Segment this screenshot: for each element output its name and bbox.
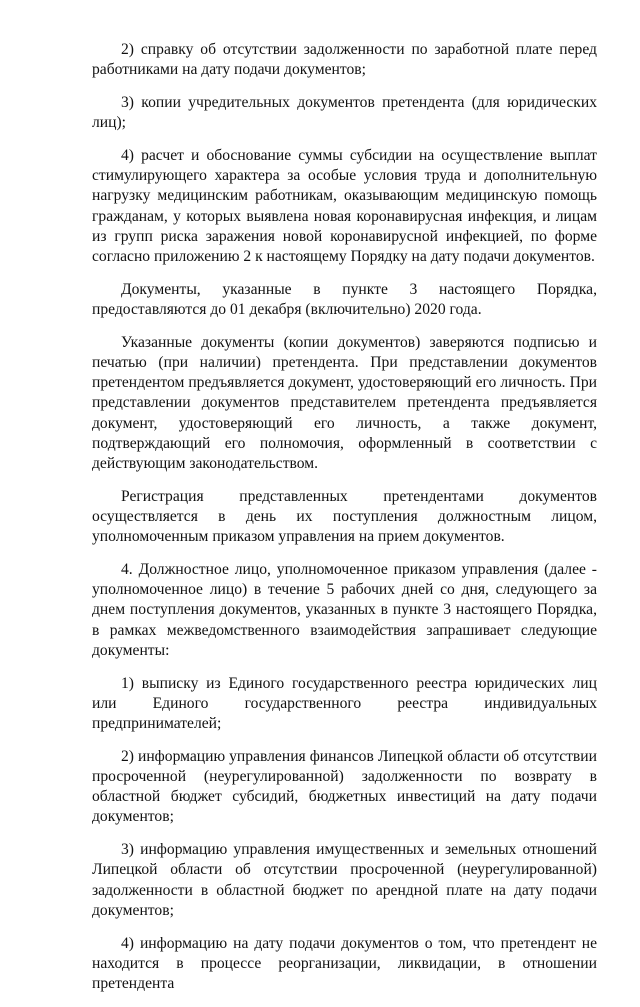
paragraph-registration: Регистрация представленных претендентами документов осуществляется в день их поступления должностным лицом, уполномоченным приказом управления на прием документов. bbox=[92, 487, 597, 546]
paragraph-item-2-salary-debt: 2) справку об отсутствии задолженности по заработной плате перед работниками на дату подачи документов; bbox=[92, 41, 597, 79]
paragraph-request-4-reorganization-info: 4) информацию на дату подачи документов о том, что претендент не находится в процессе реорганизации, ликвидации, в отношении претендента bbox=[92, 934, 597, 993]
paragraph-item-4-subsidy-calculation: 4) расчет и обоснование суммы субсидии на осуществление выплат стимулирующего характера за особые условия труда и дополнительную нагрузку медицинским работникам, оказывающим медицинскую помощь гражданам, у которых выявлена новая коронавирусная инфекция, и лицам из групп риска заражения новой коронавирусной инфекцией, по форме согласно приложению 2 к настоящему Порядку на дату подачи документов. bbox=[92, 147, 597, 266]
paragraph-item-3-founding-documents: 3) копии учредительных документов претендента (для юридических лиц); bbox=[92, 94, 597, 132]
document-page bbox=[92, 40, 597, 1007]
paragraph-request-3-property-info: 3) информацию управления имущественных и земельных отношений Липецкой области об отсутствии просроченной (неурегулированной) задолженности в областной бюджет по арендной плате на дату подачи документов; bbox=[92, 841, 597, 919]
paragraph-request-2-finance-info: 2) информацию управления финансов Липецкой области об отсутствии просроченной (неурегулированной) задолженности по возврату в областной бюджет субсидий, бюджетных инвестиций на дату подачи документов; bbox=[92, 747, 597, 826]
paragraph-submission-deadline: Документы, указанные в пункте 3 настоящего Порядка, предоставляются до 01 декабря (включительно) 2020 года. bbox=[92, 280, 597, 319]
paragraph-request-1-registry-extract: 1) выписку из Единого государственного реестра юридических лиц или Единого государственного реестра индивидуальных предпринимателей; bbox=[92, 674, 597, 733]
paragraph-document-certification: Указанные документы (копии документов) заверяются подписью и печатью (при наличии) претендента. При представлении документов претендентом предъявляется документ, удостоверяющий его личность. При представлении документов представителем претендента предъявляется документ, удостоверяющий его личность, а также документ, подтверждающий его полномочия, оформленный в соответствии с действующим законодательством. bbox=[92, 333, 597, 473]
paragraph-section-4-official: 4. Должностное лицо, уполномоченное приказом управления (далее - уполномоченное лицо) в течение 5 рабочих дней со дня, следующего за днем поступления документов, указанных в пункте 3 настоящего Порядка, в рамках межведомственного взаимодействия запрашивает следующие документы: bbox=[92, 561, 597, 659]
